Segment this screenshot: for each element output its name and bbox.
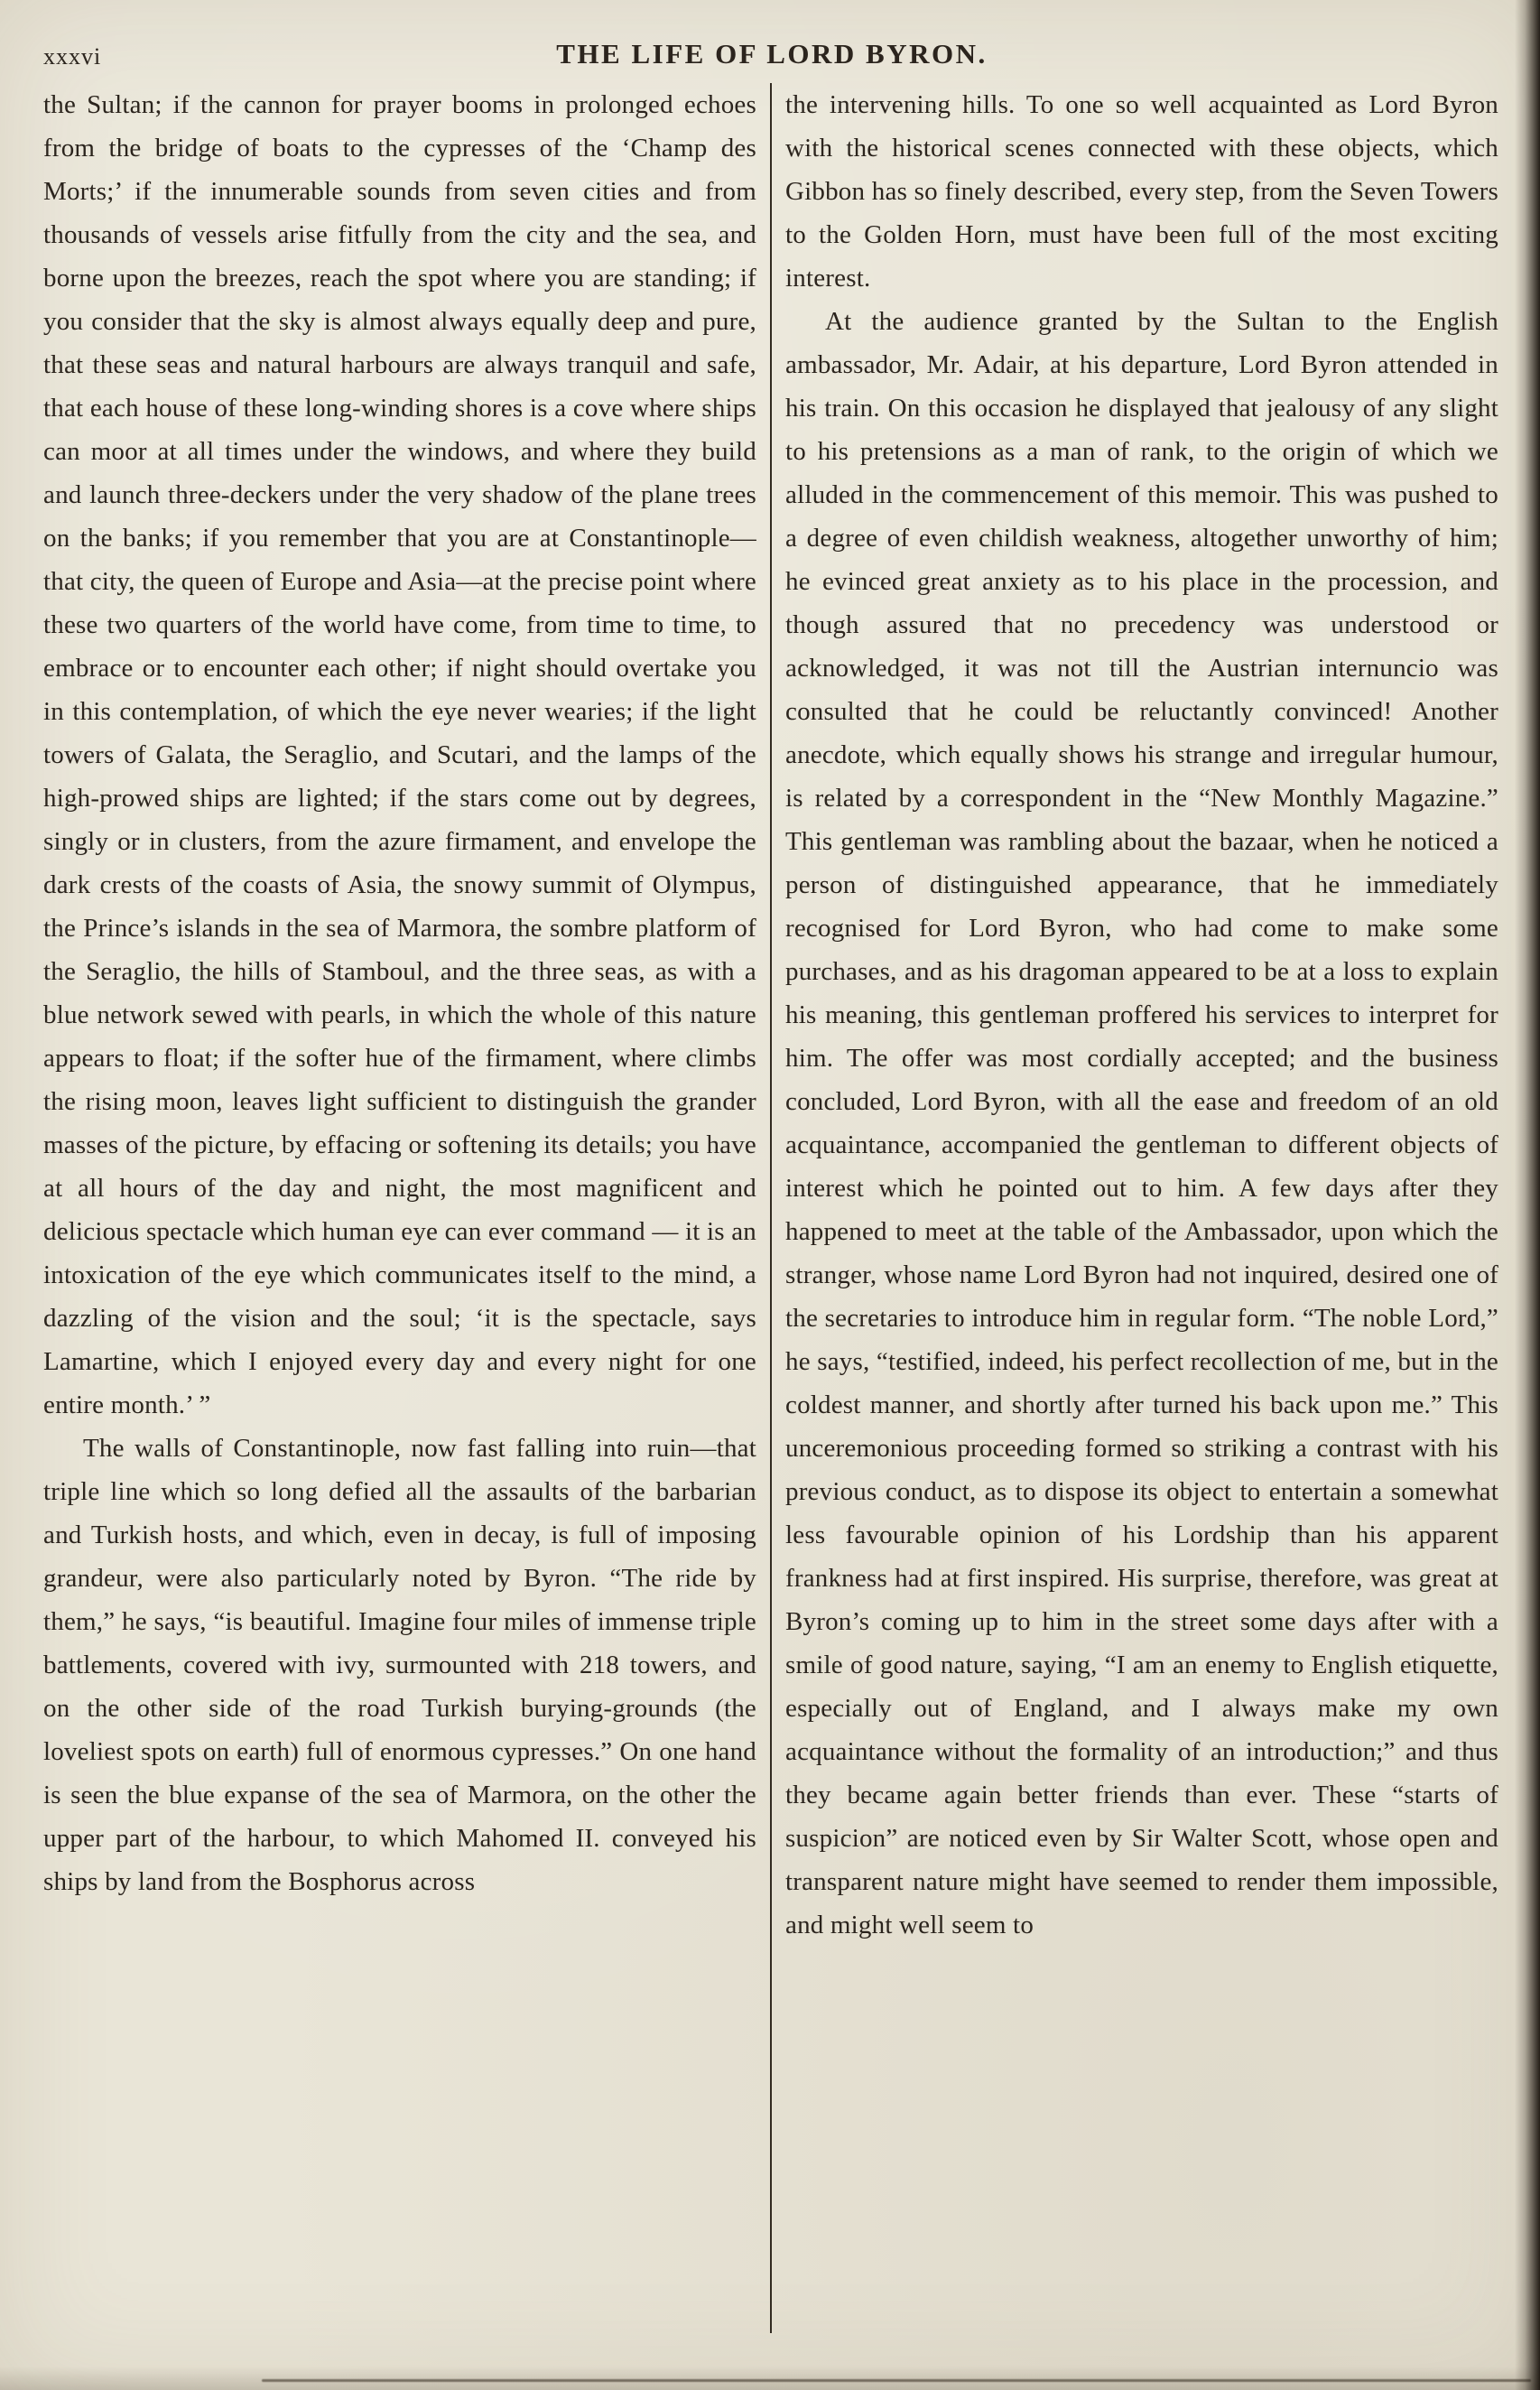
page-title: THE LIFE OF LORD BYRON. <box>556 38 988 70</box>
text-columns <box>43 83 1500 2333</box>
scan-edge-shadow <box>1515 0 1540 2390</box>
right-column <box>785 83 1498 2333</box>
left-column <box>43 83 756 2333</box>
paragraph: the Sultan; if the cannon for prayer booms in prolonged echoes from the bridge of boats to the cypresses of the ‘Champ des Morts;’ if the innumerable sounds from seven cities and from thousands of vessels arise fitfully from the city and the sea, and borne upon the breezes, reach the spot where you are standing; if you consider that the sky is almost always equally deep and pure, that these seas and natural harbours are always tranquil and safe, that each house of these long-winding shores is a cove where ships can moor at all times under the windows, and where they build and launch three-deckers under the very shadow of the plane trees on the banks; if you remember that you are at Constantinople—that city, the queen of Europe and Asia—at the precise point where these two quarters of the world have come, from time to time, to embrace or to encounter each other; if night should overtake you in this contemplation, of which the eye never wearies; if the light towers of Galata, the Seraglio, and Scutari, and the lamps of the high-prowed ships are lighted; if the stars come out by degrees, singly or in clusters, from the azure firmament, and envelope the dark crests of the coasts of Asia, the snowy summit of Olympus, the Prince’s islands in the sea of Marmora, the sombre platform of the Seraglio, the hills of Stamboul, and the three seas, as with a blue network sewed with pearls, in which the whole of this nature appears to float; if the softer hue of the firmament, where climbs the rising moon, leaves light sufficient to distinguish the grander masses of the picture, by effacing or softening its details; you have at all hours of the day and night, the most magnificent and delicious spectacle which human eye can ever command — it is an intoxication of the eye which communicates itself to the mind, a dazzling of the vision and the soul; ‘it is the spectacle, says Lamartine, which I enjoyed every day and every night for one entire month.’ ” <box>43 90 756 1419</box>
paragraph: the intervening hills. To one so well acquainted as Lord Byron with the historical scenes connected with these objects, which Gibbon has so finely described, every step, from the Seven Towers to the Golden Horn, must have been full of the most exciting interest. <box>785 90 1498 293</box>
column-divider-rule <box>770 83 772 2333</box>
page-header <box>43 36 1500 76</box>
page-number: xxxvi <box>43 43 102 70</box>
page-bottom-edge-line <box>262 2379 1531 2382</box>
page-bottom-shadow <box>0 2367 1540 2390</box>
paragraph: The walls of Constantinople, now fast falling into ruin—that triple line which so long defied all the assaults of the barbarian and Turkish hosts, and which, even in decay, is full of imposing grandeur, were also particularly noted by Byron. “The ride by them,” he says, “is beautiful. Imagine four miles of immense triple battlements, covered with ivy, surmounted with 218 towers, and on the other side of the road Turkish burying-grounds (the loveliest spots on earth) full of enormous cypresses.” On one hand is seen the blue expanse of the sea of Marmora, on the other the upper part of the harbour, to which Mahomed II. conveyed his ships by land from the Bosphorus across <box>43 1434 756 1896</box>
paragraph: At the audience granted by the Sultan to the English ambassador, Mr. Adair, at his departure, Lord Byron attended in his train. On this occasion he displayed that jealousy of any slight to his pretensions as a man of rank, to the origin of which we alluded in the commencement of this memoir. This was pushed to a degree of even childish weakness, altogether unworthy of him; he evinced great anxiety as to his place in the procession, and though assured that no precedency was understood or acknowledged, it was not till the Austrian internuncio was consulted that he could be reluctantly convinced! Another anecdote, which equally shows his strange and irregular humour, is related by a correspondent in the “New Monthly Magazine.” This gentleman was rambling about the bazaar, when he noticed a person of distinguished appearance, that he immediately recognised for Lord Byron, who had come to make some purchases, and as his dragoman appeared to be at a loss to explain his meaning, this gentleman proffered his services to interpret for him. The offer was most cordially accepted; and the business concluded, Lord Byron, with all the ease and freedom of an old acquaintance, accompanied the gentleman to different objects of interest which he pointed out to him. A few days after they happened to meet at the table of the Ambassador, upon which the stranger, whose name Lord Byron had not inquired, desired one of the secretaries to introduce him in regular form. “The noble Lord,” he says, “testified, indeed, his perfect recollection of me, but in the coldest manner, and shortly after turned his back upon me.” This unceremonious proceeding formed so striking a contrast with his previous conduct, as to dispose its object to entertain a somewhat less favourable opinion of his Lordship than his apparent frankness had at first inspired. His surprise, therefore, was great at Byron’s coming up to him in the street some days after with a smile of good nature, saying, “I am an enemy to English etiquette, especially out of England, and I always make my own acquaintance without the formality of an introduction;” and thus they became again better friends than ever. These “starts of suspicion” are noticed even by Sir Walter Scott, whose open and transparent nature might have seemed to render them impossible, and might well seem to <box>785 307 1498 1939</box>
